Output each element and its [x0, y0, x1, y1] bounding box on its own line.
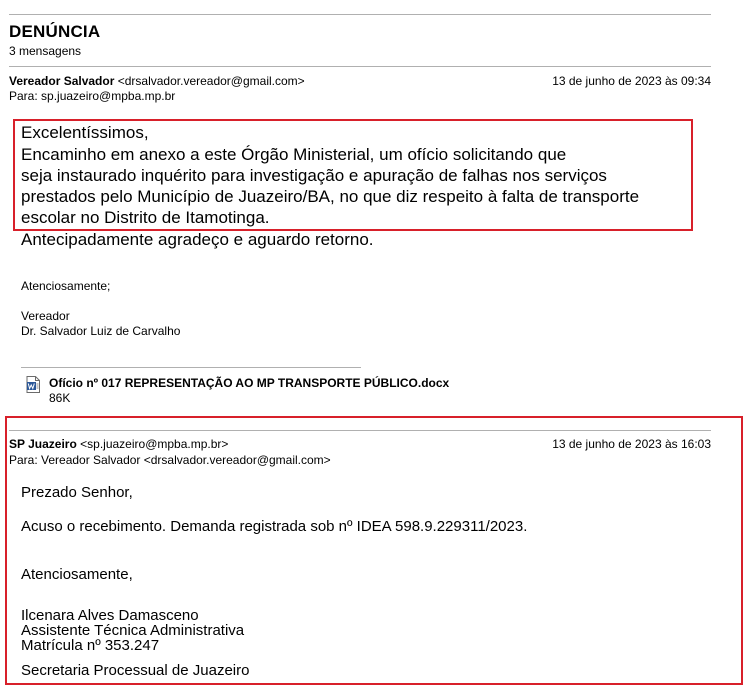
message1-signature-name: Dr. Salvador Luiz de Carvalho — [21, 324, 181, 338]
message1-sender-name[interactable]: Vereador Salvador — [9, 74, 115, 88]
message1-body-line: Antecipadamente agradeço e aguardo retorno. — [21, 230, 374, 249]
message1-date: 13 de junho de 2023 às 09:34 — [552, 74, 711, 88]
message1-body-line: prestados pelo Município de Juazeiro/BA, no que diz respeito à falta de transporte — [21, 187, 640, 206]
highlight-box-message2 — [5, 416, 743, 685]
thread-subject: DENÚNCIA — [9, 22, 101, 41]
message2-department: Secretaria Processual de Juazeiro — [21, 662, 250, 679]
message2-closing: Atenciosamente, — [21, 566, 133, 583]
message1-body-line: escolar no Distrito de Itamotinga. — [21, 208, 270, 227]
attachment-divider — [21, 367, 361, 368]
message2-body: Acuso o recebimento. Demanda registrada sob nº IDEA 598.9.229311/2023. — [21, 518, 528, 535]
message1-sender[interactable] — [9, 74, 305, 88]
message2-signature-title: Assistente Técnica Administrativa — [21, 622, 245, 639]
message1-body-line: seja instaurado inquérito para investigação e apuração de falhas nos serviços — [21, 166, 607, 185]
message2-signature-id: Matrícula nº 353.247 — [21, 637, 160, 654]
message1-recipient: Para: sp.juazeiro@mpba.mp.br — [9, 89, 176, 103]
message2-date: 13 de junho de 2023 às 16:03 — [552, 437, 711, 451]
attachment-size: 86K — [49, 391, 71, 405]
message2-greeting: Prezado Senhor, — [21, 484, 133, 501]
message2-sender-name[interactable]: SP Juazeiro — [9, 437, 77, 451]
message1-sender-email[interactable]: <drsalvador.vereador@gmail.com> — [117, 74, 305, 88]
message2-sender-email[interactable]: <sp.juazeiro@mpba.mp.br> — [80, 437, 229, 451]
word-document-icon[interactable] — [26, 376, 40, 393]
message1-closing: Atenciosamente; — [21, 279, 111, 293]
message2-signature-name: Ilcenara Alves Damasceno — [21, 607, 199, 624]
message-count: 3 mensagens — [9, 44, 82, 58]
highlight-box-message1 — [13, 119, 693, 231]
message1-body-line: Encaminho em anexo a este Órgão Ministerial, um ofício solicitando que — [21, 145, 567, 164]
header-divider — [9, 66, 711, 67]
message1-signature-title: Vereador — [21, 309, 70, 323]
message1-body-line: Excelentíssimos, — [21, 123, 149, 142]
message2-recipient: Para: Vereador Salvador <drsalvador.vereador@gmail.com> — [9, 453, 331, 467]
attachment-name-link[interactable]: Ofício nº 017 REPRESENTAÇÃO AO MP TRANSPORTE PÚBLICO.docx — [49, 376, 450, 390]
top-divider — [9, 14, 711, 15]
